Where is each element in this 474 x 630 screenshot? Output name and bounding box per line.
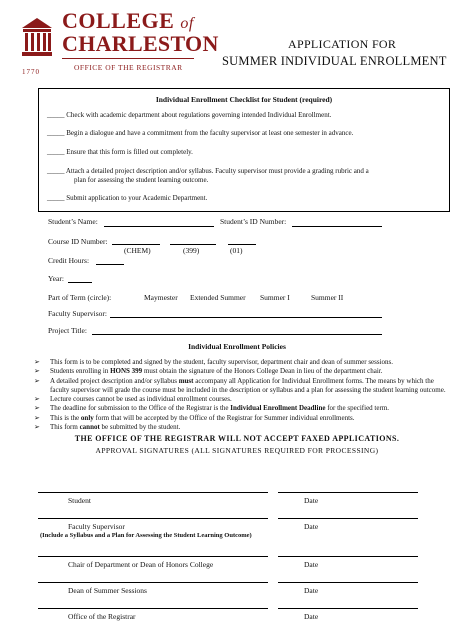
faculty-date-line[interactable] — [278, 518, 418, 519]
faculty-signature-label: Faculty Supervisor — [68, 522, 125, 531]
arrow-bullet-icon: ➢ — [34, 367, 40, 376]
college-building-icon — [20, 16, 54, 58]
registrar-date-line[interactable] — [278, 608, 418, 609]
credit-hours-field[interactable] — [96, 256, 124, 265]
course-subject-value: (CHEM) — [124, 246, 151, 255]
date-label: Date — [304, 612, 319, 621]
checklist-item-continued: plan for assessing the student learning outcome. — [74, 176, 209, 184]
term-option-summer-ii[interactable]: Summer II — [311, 293, 344, 302]
date-label: Date — [304, 560, 319, 569]
arrow-bullet-icon: ➢ — [34, 358, 40, 366]
registrar-signature-line[interactable] — [38, 608, 268, 609]
course-subject-field[interactable] — [112, 236, 160, 245]
checklist-title: Individual Enrollment Checklist for Student (required) — [155, 95, 333, 104]
policy-item: ➢ This is the only form that will be accepted by the Office of the Registrar for Summer individual enrollments. — [34, 413, 355, 422]
date-label: Date — [304, 586, 319, 595]
student-name-label: Student’s Name: — [48, 217, 98, 226]
application-for-heading: APPLICATION FOR — [288, 37, 397, 51]
faculty-supervisor-label: Faculty Supervisor: — [48, 309, 107, 318]
logo-year: 1770 — [22, 68, 40, 76]
course-number-value: (399) — [183, 246, 200, 255]
page-title: SUMMER INDIVIDUAL ENROLLMENT — [222, 54, 447, 68]
term-option-maymester[interactable]: Maymester — [144, 293, 178, 302]
student-id-label: Student’s ID Number: — [220, 217, 287, 226]
arrow-bullet-icon: ➢ — [34, 394, 40, 403]
term-option-extended-summer[interactable]: Extended Summer — [190, 293, 246, 302]
dean-signature-label: Dean of Summer Sessions — [68, 586, 147, 595]
faculty-supervisor-field[interactable] — [110, 309, 382, 318]
fax-notice: THE OFFICE OF THE REGISTRAR WILL NOT ACCEPT FAXED APPLICATIONS. — [74, 434, 400, 443]
student-signature-line[interactable] — [38, 492, 268, 493]
chair-signature-label: Chair of Department or Dean of Honors College — [68, 560, 214, 569]
policy-item: ➢ Lecture courses cannot be used as individual enrollment courses. — [34, 394, 232, 403]
year-field[interactable] — [68, 274, 92, 283]
year-label: Year: — [48, 274, 64, 283]
date-label: Date — [304, 496, 319, 505]
dean-date-line[interactable] — [278, 582, 418, 583]
course-id-label: Course ID Number: — [48, 237, 108, 246]
approval-signatures-heading: APPROVAL SIGNATURES (ALL SIGNATURES REQUIRED FOR PROCESSING) — [95, 446, 379, 455]
student-signature-label: Student — [68, 496, 91, 505]
project-title-field[interactable] — [92, 326, 382, 335]
course-section-field[interactable] — [228, 236, 256, 245]
logo-charleston-text: CHARLESTON — [62, 31, 219, 56]
policies-list — [34, 358, 446, 433]
term-option-summer-i[interactable]: Summer I — [260, 293, 290, 302]
checklist-item[interactable]: _____ Ensure that this form is filled out completely. — [47, 148, 193, 156]
checklist-item[interactable]: _____ Begin a dialogue and have a commitment from the faculty supervisor at least one semester in advance. — [47, 129, 354, 137]
student-date-line[interactable] — [278, 492, 418, 493]
chair-date-line[interactable] — [278, 556, 418, 557]
checklist-item[interactable]: _____ Submit application to your Academic Department. — [47, 194, 208, 202]
checklist-item[interactable]: _____ Check with academic department about regulations governing intended Individual Enrollment. — [47, 111, 332, 119]
logo-registrar-text: OFFICE OF THE REGISTRAR — [74, 63, 183, 72]
term-label: Part of Term (circle): — [48, 293, 112, 302]
policy-item: ➢ This form cannot be submitted by the student. — [34, 423, 181, 432]
faculty-signature-note: (Include a Syllabus and a Plan for Assessing the Student Learning Outcome) — [40, 532, 252, 539]
student-name-field[interactable] — [104, 218, 214, 227]
dean-signature-line[interactable] — [38, 582, 268, 583]
chair-signature-line[interactable] — [38, 556, 268, 557]
date-label: Date — [304, 522, 319, 531]
checklist-box — [38, 88, 450, 212]
registrar-signature-label: Office of the Registrar — [68, 612, 136, 621]
course-section-value: (01) — [230, 246, 243, 255]
policy-item: ➢ Students enrolling in HONS 399 must obtain the signature of the Honors College Dean in lieu of the department chair. — [34, 367, 383, 376]
faculty-signature-line[interactable] — [38, 518, 268, 519]
policy-item: ➢ This form is to be completed and signed by the student, faculty supervisor, department chair and dean of summer sessions. — [34, 358, 394, 366]
arrow-bullet-icon: ➢ — [34, 423, 40, 432]
logo-divider — [62, 58, 194, 59]
credit-hours-label: Credit Hours: — [48, 256, 90, 265]
checklist-item[interactable]: _____ Attach a detailed project description and/or syllabus. Faculty supervisor must provide a grading rubric and a — [47, 167, 369, 175]
policy-item: ➢ The deadline for submission to the Office of the Registrar is the Individual Enrollment Deadline for the specified term. — [34, 404, 390, 413]
arrow-bullet-icon: ➢ — [34, 404, 40, 413]
policy-item: ➢ A detailed project description and/or syllabus must accompany all Application for Individual Enrollment forms. The means by which the faculty supervisor will grade the course must be included in the description or syllabus and a plan for assessing the student learning outcome. — [34, 376, 446, 394]
student-id-field[interactable] — [292, 218, 382, 227]
arrow-bullet-icon: ➢ — [34, 376, 40, 385]
policies-title: Individual Enrollment Policies — [188, 342, 286, 351]
arrow-bullet-icon: ➢ — [34, 413, 40, 422]
logo-college-text: COLLEGE of — [62, 8, 194, 33]
course-number-field[interactable] — [170, 236, 216, 245]
project-title-label: Project Title: — [48, 326, 87, 335]
